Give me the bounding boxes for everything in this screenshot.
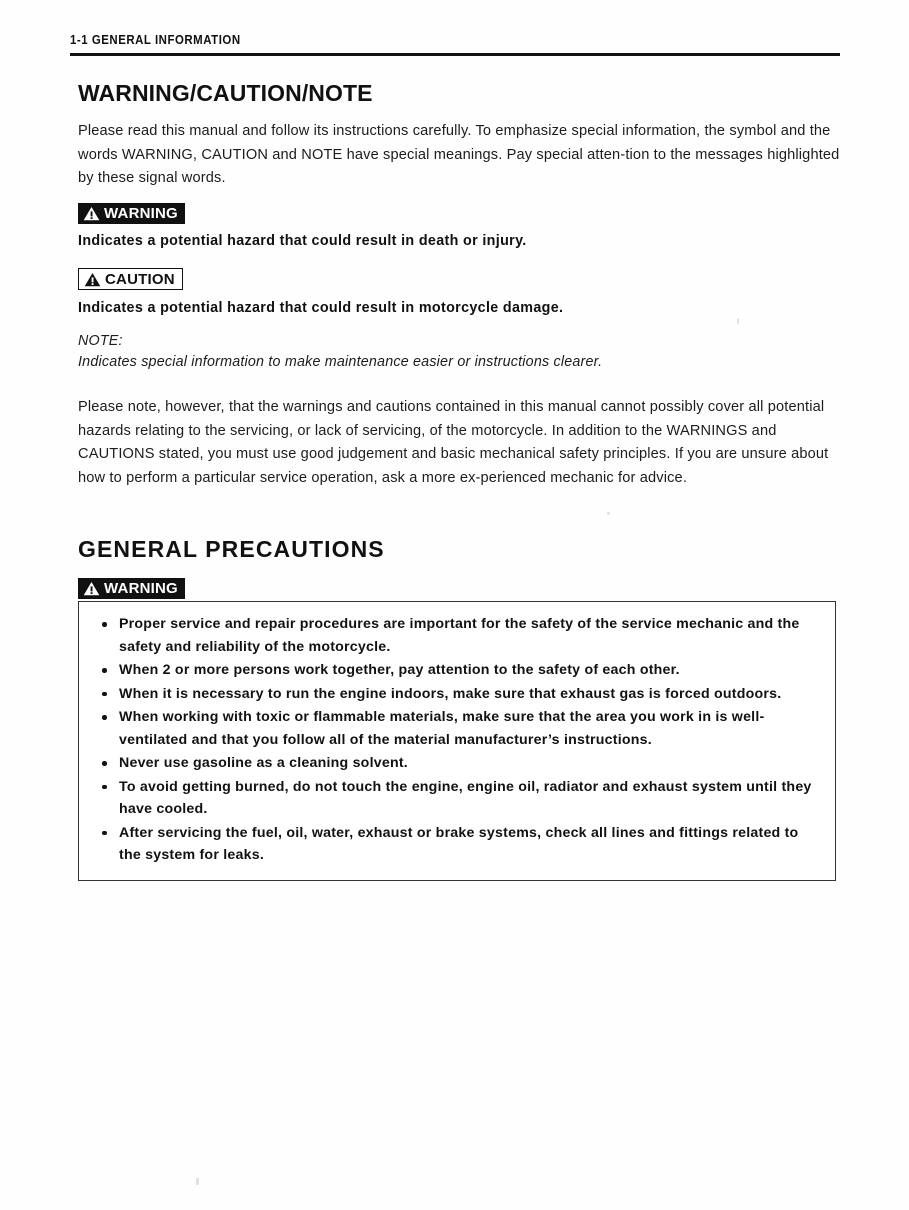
closing-paragraph: Please note, however, that the warnings and cautions contained in this manual cannot possibly cover all potential hazards relating to the servicing, or lack of servicing, of the motorcycle. In addition to the WARNINGS and CAUTIONS stated, you must use good judgement and basic mechanical safety principles. If you are unsure about how to perform a particular service operation, ask a more ex-perienced mechanic for advice. bbox=[78, 399, 829, 486]
precautions-box-wrap bbox=[78, 601, 836, 881]
note-label: NOTE: bbox=[78, 333, 123, 349]
section-warning-caution-note bbox=[78, 80, 840, 106]
scan-speck bbox=[737, 318, 739, 324]
section-general-precautions bbox=[78, 536, 840, 562]
precautions-warning-badge bbox=[78, 578, 185, 599]
caution-badge-wrap bbox=[78, 268, 840, 292]
list-item: When it is necessary to run the engine indoors, make sure that exhaust gas is forced outdoors. bbox=[93, 683, 821, 706]
note-block bbox=[78, 331, 840, 373]
intro-paragraph: Please read this manual and follow its instructions carefully. To emphasize special information, the symbol and the words WARNING, CAUTION and NOTE have special meanings. Pay special atten-tion to the messages highlighted by these signal words. bbox=[78, 123, 840, 186]
list-item: Proper service and repair procedures are important for the safety of the service mechanic and the safety and reliability of the motorcycle. bbox=[93, 613, 821, 658]
caution-badge-label: CAUTION bbox=[105, 270, 175, 288]
precautions-list bbox=[93, 613, 821, 867]
caution-triangle-icon bbox=[84, 272, 101, 287]
caution-description-wrap bbox=[78, 298, 840, 318]
page-header bbox=[70, 33, 840, 47]
warning-triangle-icon bbox=[83, 206, 100, 221]
caution-badge bbox=[78, 268, 183, 290]
intro-paragraph-wrap bbox=[78, 120, 840, 191]
list-item: Never use gasoline as a cleaning solvent. bbox=[93, 752, 821, 775]
list-item: When working with toxic or flammable materials, make sure that the area you work in is well-ventilated and that you follow all of the material manufacturer’s instructions. bbox=[93, 706, 821, 751]
list-item: After servicing the fuel, oil, water, exhaust or brake systems, check all lines and fittings related to the system for leaks. bbox=[93, 822, 821, 867]
note-text: Indicates special information to make maintenance easier or instructions clearer. bbox=[78, 354, 603, 370]
scan-speck bbox=[607, 512, 610, 515]
warning-badge-label: WARNING bbox=[104, 205, 178, 222]
warning-badge-wrap bbox=[78, 203, 840, 226]
warning-description: Indicates a potential hazard that could result in death or injury. bbox=[78, 233, 527, 249]
precautions-box bbox=[78, 601, 836, 881]
precautions-warning-badge-wrap bbox=[78, 578, 840, 601]
page-title: WARNING/CAUTION/NOTE bbox=[78, 80, 373, 106]
warning-triangle-icon bbox=[83, 581, 100, 596]
caution-description: Indicates a potential hazard that could result in motorcycle damage. bbox=[78, 300, 564, 316]
precautions-warning-badge-label: WARNING bbox=[104, 580, 178, 597]
page-header-text: 1-1 GENERAL INFORMATION bbox=[70, 32, 241, 47]
closing-paragraph-wrap bbox=[78, 396, 844, 490]
warning-badge bbox=[78, 203, 185, 224]
list-item: When 2 or more persons work together, pay attention to the safety of each other. bbox=[93, 659, 821, 682]
general-precautions-title: GENERAL PRECAUTIONS bbox=[78, 536, 385, 562]
scan-speck bbox=[196, 1178, 199, 1185]
warning-description-wrap bbox=[78, 231, 840, 251]
list-item: To avoid getting burned, do not touch the engine, engine oil, radiator and exhaust system until they have cooled. bbox=[93, 776, 821, 821]
header-rule bbox=[70, 53, 840, 56]
